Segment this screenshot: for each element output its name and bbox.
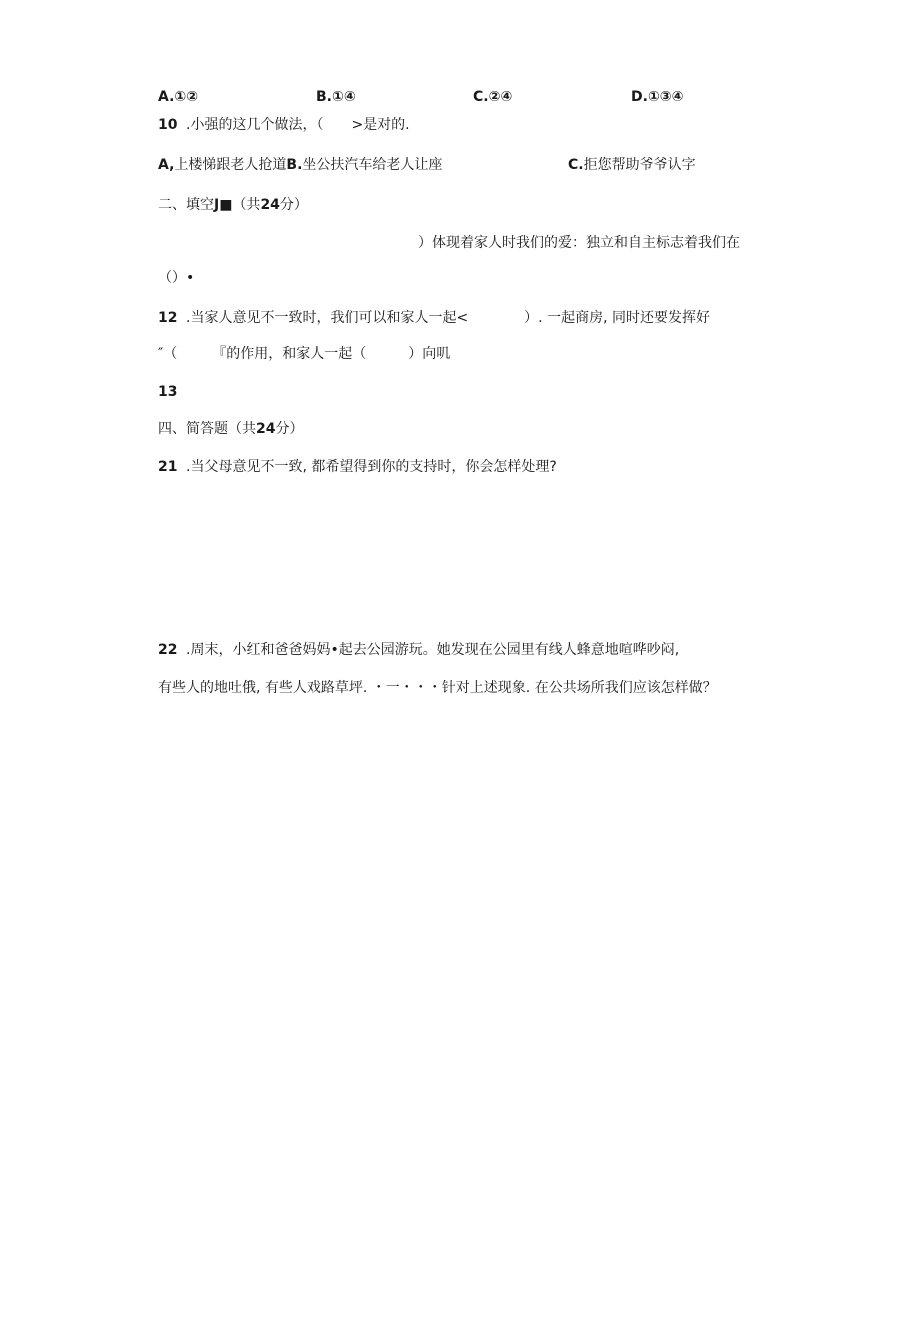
section-suffix-pre: （共 bbox=[232, 197, 261, 213]
question-text: .小强的这几个做法，（ >是对的. bbox=[186, 117, 410, 133]
question-number: 13 bbox=[158, 384, 178, 400]
question-number: 21 bbox=[158, 459, 178, 475]
option-b: B.①④ bbox=[316, 89, 356, 105]
question-text: .当家人意见不一致时，我们可以和家人一起< ）. 一起商房, 同时还要发挥好 bbox=[186, 310, 710, 326]
option-c-label: C. bbox=[568, 157, 584, 173]
question-10-options bbox=[158, 155, 442, 175]
option-a-text: 上楼悌跟老人抢道 bbox=[174, 157, 287, 173]
option-c: C.②④ bbox=[473, 89, 513, 105]
section-suffix: 分） bbox=[275, 421, 304, 437]
question-12 bbox=[158, 308, 710, 328]
section-prefix: 四、简答题（共 bbox=[158, 421, 256, 437]
question-number: 10 bbox=[158, 117, 178, 133]
option-c-item bbox=[568, 155, 696, 175]
option-b-label: B. bbox=[286, 157, 303, 173]
option-c-text: 拒您帮助爷爷认字 bbox=[583, 157, 696, 173]
section-heading-fill-blank bbox=[158, 195, 308, 215]
question-13 bbox=[158, 382, 186, 402]
section-prefix: 二、填空 bbox=[158, 197, 214, 213]
section-heading-short-answer bbox=[158, 419, 303, 439]
question-21 bbox=[158, 457, 557, 477]
question-22-line2: 有些人的地吐俄, 有些人戏路草坪. ・一・・・针对上述现象. 在公共场所我们应该怎样做？ bbox=[158, 680, 717, 696]
section-garbled: J■ bbox=[214, 197, 233, 213]
section-score: 24 bbox=[260, 197, 280, 213]
option-d: D.①③④ bbox=[631, 89, 684, 105]
question-number: 12 bbox=[158, 310, 178, 326]
section-score: 24 bbox=[256, 421, 276, 437]
question-12-line2: ″（ 『的作用，和家人一起（ ）向叽 bbox=[158, 346, 451, 362]
question-10 bbox=[158, 115, 410, 135]
question-text: .周末，小红和爸爸妈妈•起去公园游玩。她发现在公园里有线人蜂意地喧哗吵闷, bbox=[186, 642, 680, 658]
question-11-line2: （）• bbox=[158, 270, 195, 286]
option-a: A.①② bbox=[158, 89, 199, 105]
question-11-line1: ）体现着家人时我们的爱：独立和自主标志着我们在 bbox=[418, 235, 740, 251]
option-b-text: 坐公扶汽车给老人让座 bbox=[302, 157, 443, 173]
question-number: 22 bbox=[158, 642, 178, 658]
option-a-label: A, bbox=[158, 157, 175, 173]
question-22 bbox=[158, 640, 679, 660]
section-suffix-post: 分） bbox=[279, 197, 308, 213]
question-text: .当父母意见不一致, 都希望得到你的支持时，你会怎样处理? bbox=[186, 459, 557, 475]
